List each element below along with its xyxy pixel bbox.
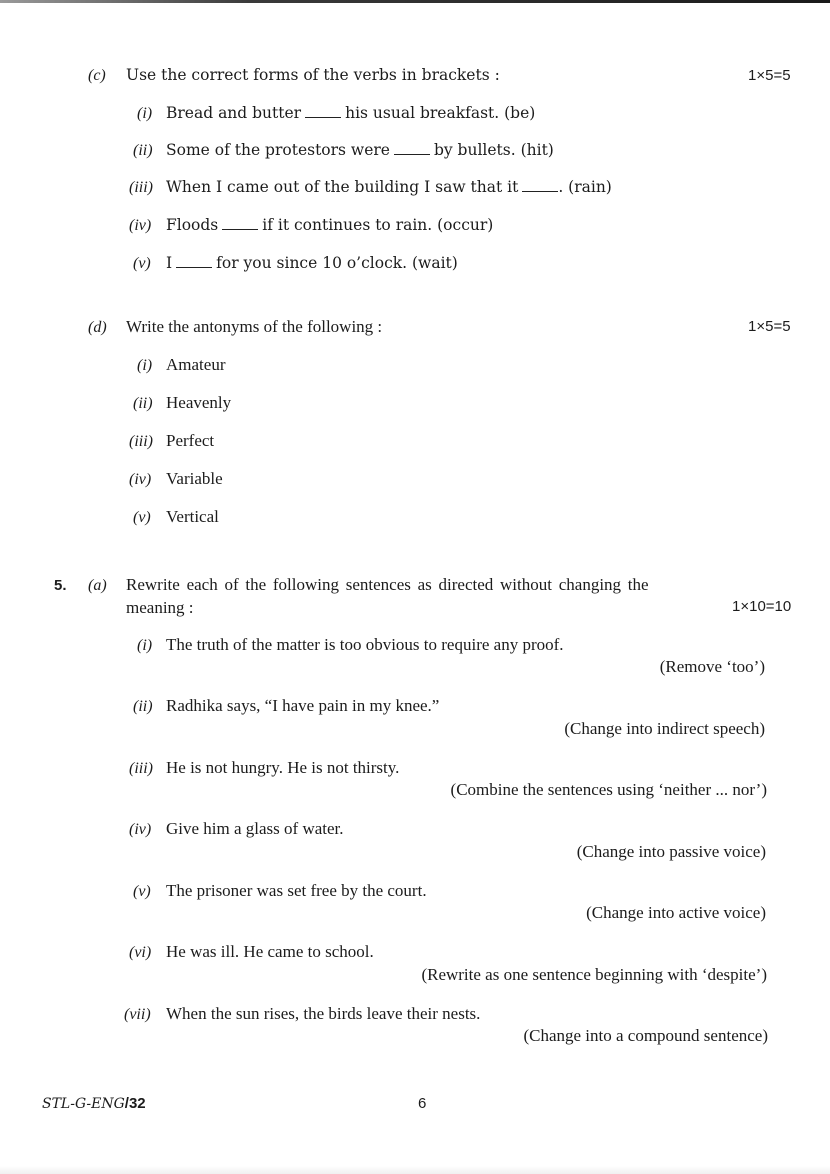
item-direction: (Change into active voice): [586, 903, 766, 922]
item-text-after: if it continues to rain. (occur): [262, 216, 494, 234]
section-c-header: [88, 66, 500, 85]
item-text: [166, 178, 612, 196]
item-direction: (Change into a compound sentence): [523, 1026, 768, 1045]
item-direction: (Change into indirect speech): [564, 719, 765, 738]
list-item: [124, 1004, 481, 1024]
item-text: [166, 216, 493, 234]
answer-blank: [394, 153, 430, 155]
section-instruction: Write the antonyms of the following :: [126, 317, 383, 336]
list-item: [133, 254, 458, 273]
item-direction: (Combine the sentences using ‘neither ... nor’): [450, 780, 767, 799]
item-label: (i): [137, 105, 153, 122]
item-label: (i): [137, 637, 153, 654]
item-label: (i): [137, 357, 153, 374]
item-text-before: When I came out of the building I saw that it: [166, 178, 519, 196]
list-item: [133, 507, 219, 527]
item-text: Perfect: [166, 431, 215, 450]
item-text-before: Some of the protestors were: [166, 141, 390, 159]
item-text: He is not hungry. He is not thirsty.: [166, 758, 400, 777]
section-d-header: [88, 317, 383, 337]
item-text-after: . (rain): [558, 178, 612, 196]
item-text: [166, 254, 458, 272]
item-text: [166, 104, 535, 122]
item-text: When the sun rises, the birds leave their nests.: [166, 1004, 481, 1023]
item-text-after: his usual breakfast. (be): [345, 104, 536, 122]
item-text-before: Bread and butter: [166, 104, 302, 122]
item-label: (ii): [133, 698, 153, 715]
list-item: [133, 141, 554, 160]
item-direction: (Rewrite as one sentence beginning with ‘despite’): [421, 965, 767, 984]
item-text: Variable: [166, 469, 223, 488]
list-item: [133, 696, 440, 716]
section-label: (d): [88, 319, 107, 336]
scan-bottom-edge: [0, 1166, 830, 1174]
item-label: (iv): [129, 471, 152, 488]
item-direction: (Remove ‘too’): [659, 657, 765, 676]
item-text: Radhika says, “I have pain in my knee.”: [166, 696, 440, 715]
item-text: [166, 141, 554, 159]
marks-label: 1×5=5: [748, 67, 791, 84]
item-label: (v): [133, 509, 151, 526]
item-label: (ii): [133, 142, 153, 159]
item-text: He was ill. He came to school.: [166, 942, 374, 961]
list-item: [129, 758, 400, 778]
item-text: The prisoner was set free by the court.: [166, 881, 427, 900]
item-text-before: I: [166, 254, 173, 272]
item-text: Vertical: [166, 507, 219, 526]
list-item: [133, 393, 232, 413]
section-label: (c): [88, 67, 106, 84]
marks-label: 1×5=5: [748, 318, 791, 335]
question-instruction-line1: Rewrite each of the following sentences as directed without changing the: [126, 575, 649, 594]
section-instruction: Use the correct forms of the verbs in brackets :: [126, 66, 500, 84]
item-label: (iv): [129, 217, 152, 234]
item-text: Heavenly: [166, 393, 232, 412]
question-number-text: 5.: [54, 577, 67, 594]
scan-top-edge: [0, 0, 830, 3]
item-label: (ii): [133, 395, 153, 412]
list-item: [129, 431, 215, 451]
item-label: (iii): [129, 179, 153, 196]
item-text: The truth of the matter is too obvious to require any proof.: [166, 635, 564, 654]
item-label: (iii): [129, 433, 153, 450]
answer-blank: [305, 116, 341, 118]
question-number: [54, 575, 67, 595]
paper-code-text: STL-G-ENG: [42, 1096, 125, 1112]
paper-code: [42, 1095, 146, 1112]
item-text-after: by bullets. (hit): [433, 141, 554, 159]
item-label: (iii): [129, 760, 153, 777]
marks-label: 1×10=10: [732, 598, 792, 615]
item-label: (vii): [124, 1006, 151, 1023]
list-item: [129, 216, 494, 235]
list-item: [129, 819, 344, 839]
paper-code-number: /32: [124, 1095, 146, 1112]
list-item: [129, 469, 223, 489]
item-label: (iv): [129, 821, 152, 838]
list-item: [137, 104, 536, 123]
answer-blank: [522, 190, 558, 192]
answer-blank: [222, 228, 258, 230]
item-direction: (Change into passive voice): [576, 842, 766, 861]
list-item: [137, 635, 564, 655]
item-text: Give him a glass of water.: [166, 819, 344, 838]
page-number: 6: [418, 1095, 427, 1112]
item-text-before: Floods: [166, 216, 219, 234]
list-item: [129, 942, 374, 962]
question-instruction-line2: meaning :: [126, 598, 194, 617]
list-item: [133, 881, 427, 901]
item-label: (vi): [129, 944, 152, 961]
item-label: (v): [133, 883, 151, 900]
part-label: [88, 575, 107, 595]
list-item: [129, 178, 612, 197]
item-text: Amateur: [166, 355, 226, 374]
item-label: (v): [133, 255, 151, 272]
part-label-text: (a): [88, 577, 107, 594]
item-text-after: for you since 10 o’clock. (wait): [216, 254, 458, 272]
answer-blank: [176, 266, 212, 268]
list-item: [137, 355, 226, 375]
